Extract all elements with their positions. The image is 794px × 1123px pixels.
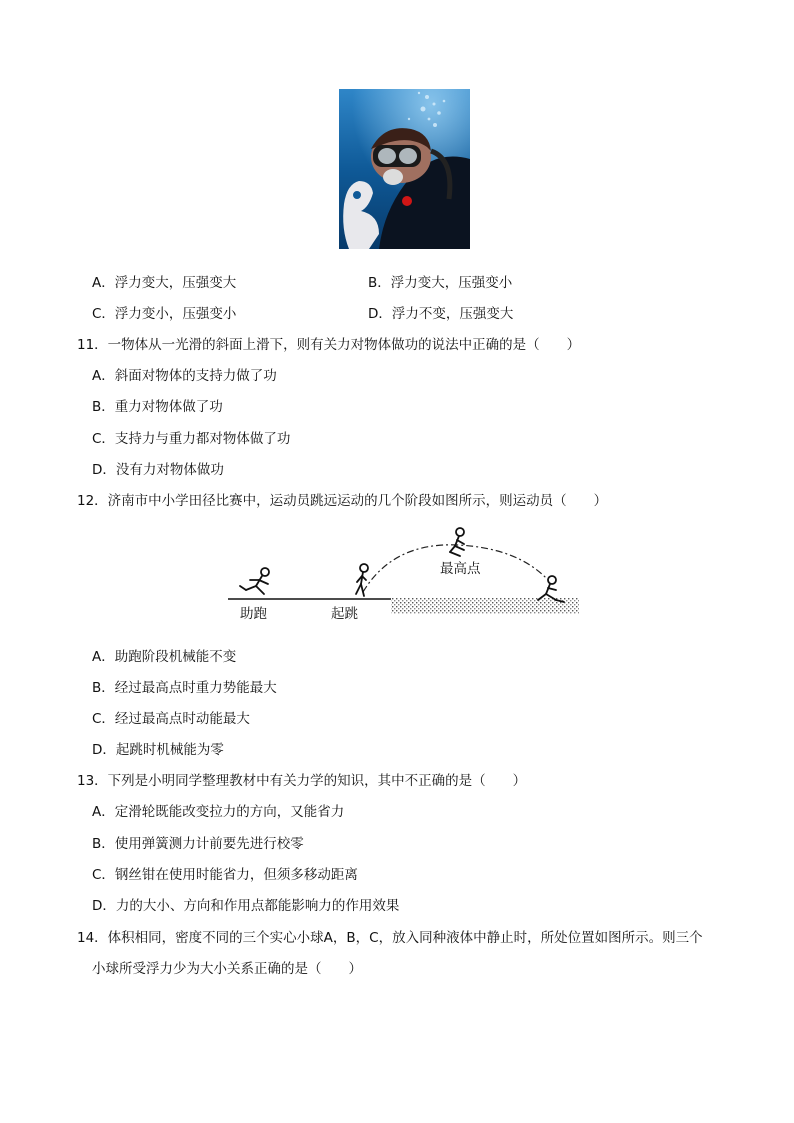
label-highest-point: 最高点 (440, 561, 481, 577)
q11-option-d: D．没有力对物体做功 (92, 462, 224, 478)
label-takeoff: 起跳 (331, 606, 358, 622)
q10-option-b: B．浮力变大，压强变小 (368, 275, 513, 291)
q11-option-c: C．支持力与重力都对物体做了功 (92, 431, 291, 447)
q11-option-a: A．斜面对物体的支持力做了功 (92, 368, 277, 384)
q11-option-b: B．重力对物体做了功 (92, 399, 223, 415)
q14-stem-line2: 小球所受浮力少为大小关系正确的是（ ） (92, 961, 362, 977)
q10-option-c: C．浮力变小，压强变小 (92, 306, 237, 322)
q14-stem-line1: 14．体积相同，密度不同的三个实心小球A，B，C，放入同种液体中静止时，所处位置如图所示。则三个 (77, 930, 703, 946)
q13-option-c: C．钢丝钳在使用时能省力，但须多移动距离 (92, 867, 358, 883)
q10-option-d: D．浮力不变，压强变大 (368, 306, 514, 322)
q12-option-a: A．助跑阶段机械能不变 (92, 649, 237, 665)
diver-photo (339, 89, 470, 249)
q12-option-b: B．经过最高点时重力势能最大 (92, 680, 277, 696)
q13-stem: 13．下列是小明同学整理教材中有关力学的知识，其中不正确的是（ ） (77, 773, 527, 789)
q13-option-a: A．定滑轮既能改变拉力的方向，又能省力 (92, 804, 345, 820)
long-jump-diagram (228, 522, 583, 624)
q12-option-c: C．经过最高点时动能最大 (92, 711, 250, 727)
q12-stem: 12．济南市中小学田径比赛中，运动员跳远运动的几个阶段如图所示，则运动员（ ） (77, 493, 608, 509)
q13-option-b: B．使用弹簧测力计前要先进行校零 (92, 836, 304, 852)
q10-option-a: A．浮力变大，压强变大 (92, 275, 237, 291)
q13-option-d: D．力的大小、方向和作用点都能影响力的作用效果 (92, 898, 400, 914)
q12-option-d: D．起跳时机械能为零 (92, 742, 224, 758)
q11-stem: 11．一物体从一光滑的斜面上滑下，则有关力对物体做功的说法中正确的是（ ） (77, 337, 581, 353)
label-run: 助跑 (240, 606, 267, 622)
